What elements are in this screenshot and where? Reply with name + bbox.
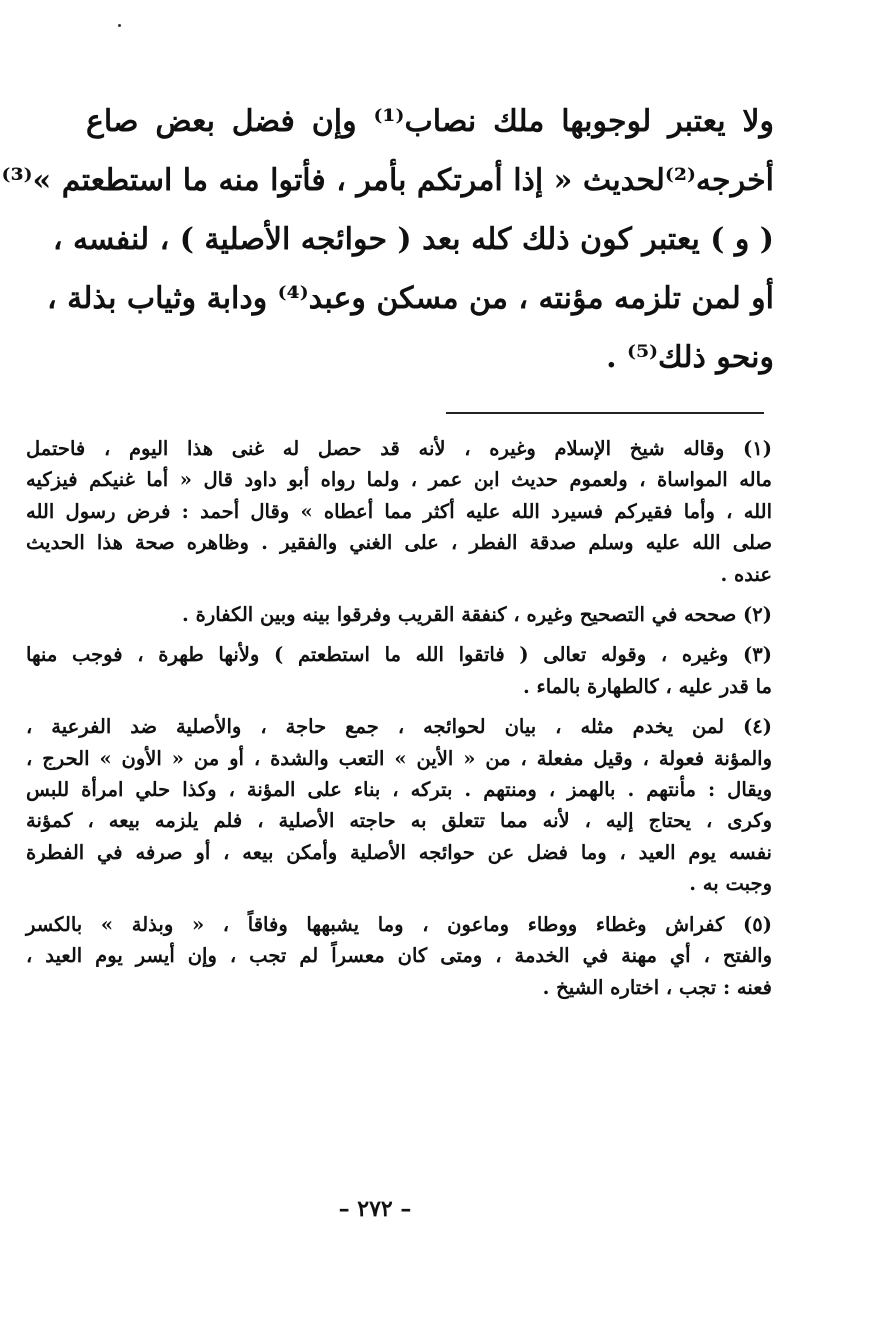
main-line: أخرجه⁽²⁾لحديث « إذا أمرتكم بأمر ، فأتوا منه ما استطعتم »⁽³⁾ bbox=[1, 163, 774, 198]
footnote-line: وجبت به . bbox=[689, 872, 772, 896]
main-text bbox=[1, 92, 775, 387]
footnote-line: ماله المواساة ، ولعموم حديث ابن عمر ، ولما رواه أبو داود قال « أما غنيكم فيزكيه bbox=[26, 468, 772, 492]
page-number: – ٢٧٢ – bbox=[338, 1196, 412, 1222]
footnote-line: (٤) لمن يخدم مثله ، بيان لحوائجه ، جمع حاجة ، والأصلية ضد الفرعية ، bbox=[26, 715, 772, 739]
footnote-line: (١) وقاله شيخ الإسلام وغيره ، لأنه قد حصل له غنى هذا اليوم ، فاحتمل bbox=[26, 437, 772, 460]
footnote-divider bbox=[446, 412, 764, 414]
main-line: ولا يعتبر لوجوبها ملك نصاب⁽¹⁾ وإن فضل بعض صاع bbox=[86, 104, 775, 139]
footnote-3 bbox=[26, 639, 772, 702]
main-line: أو لمن تلزمه مؤنته ، من مسكن وعبد⁽⁴⁾ ودابة وثياب بذلة ، bbox=[47, 281, 774, 316]
footnote-line: وكرى ، يحتاج إليه ، لأنه مما تتعلق به حاجته الأصلية ، فلم يلزمه بيعه ، كمؤنة bbox=[26, 809, 772, 833]
main-line: ونحو ذلك⁽⁵⁾ . bbox=[606, 340, 774, 375]
footnote-line: ما قدر عليه ، كالطهارة بالماء . bbox=[522, 674, 772, 698]
footnote-2 bbox=[26, 599, 772, 630]
footnote-line: عنده . bbox=[720, 562, 772, 586]
footnote-line: (٣) وغيره ، وقوله تعالى ( فاتقوا الله ما استطعتم ) ولأنها طهرة ، فوجب منها bbox=[26, 643, 772, 667]
footnote-1 bbox=[26, 433, 772, 590]
footnote-line: نفسه يوم العيد ، وما فضل عن حوائجه الأصلية وأمكن بيعه ، أو صرفه في الفطرة bbox=[26, 840, 772, 864]
footnote-line: (٥) كفراش وغطاء ووطاء وماعون ، وما يشبهها وفاقاً ، « وبذلة » بالكسر bbox=[26, 912, 772, 936]
footnote-4 bbox=[26, 711, 772, 899]
footnotes bbox=[26, 433, 772, 1012]
footnote-line: الله ، وأما فقيركم فسيرد الله عليه أكثر مما أعطاه » وقال أحمد : فرض رسول الله bbox=[26, 499, 772, 523]
speck-mark bbox=[118, 24, 121, 27]
main-line: ( و ) يعتبر كون ذلك كله بعد ( حوائجه الأصلية ) ، لنفسه ، bbox=[52, 222, 774, 257]
footnote-line: والفتح ، أي مهنة في الخدمة ، ومتى كان معسراً لم تجب ، وإن أيسر يوم العيد ، bbox=[26, 944, 772, 968]
footnote-line: والمؤنة فعولة ، وقيل مفعلة ، من « الأين » التعب والشدة ، أو من « الأون » الحرج ، bbox=[26, 746, 772, 770]
footnote-line: صلى الله عليه وسلم صدقة الفطر ، على الغني والفقير . وظاهره صحة هذا الحديث bbox=[26, 531, 772, 555]
footnote-5 bbox=[26, 909, 772, 1003]
footnote-line: فعنه : تجب ، اختاره الشيخ . bbox=[542, 975, 772, 999]
footnote-line: (٢) صححه في التصحيح وغيره ، كنفقة القريب وفرقوا بينه وبين الكفارة . bbox=[182, 603, 772, 627]
footnote-line: ويقال : مأنتهم . بالهمز ، ومنتهم . بتركه ، بناء على المؤنة ، وكذا حلي امرأة للبس bbox=[26, 778, 772, 802]
